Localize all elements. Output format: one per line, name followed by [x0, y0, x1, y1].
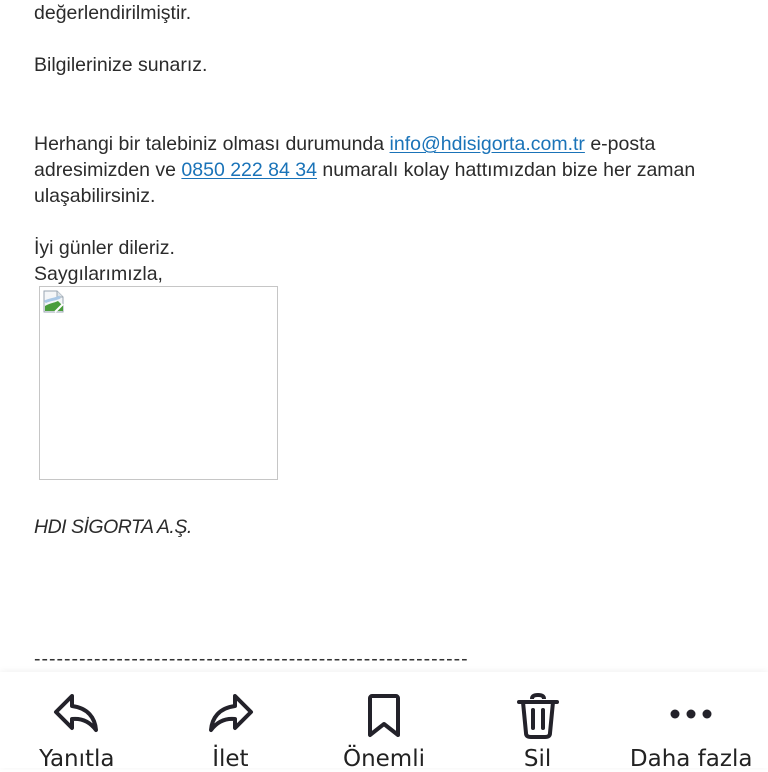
- forward-button[interactable]: [154, 672, 308, 772]
- forward-label: İlet: [212, 746, 249, 772]
- body-text: numaralı kolay hattımızdan bize her zaman: [316, 159, 696, 181]
- body-text-line: değerlendirilmiştir.: [34, 2, 192, 24]
- more-icon: [666, 692, 716, 736]
- more-label: Daha fazla: [629, 746, 753, 772]
- signature-company: HDI SİGORTA A.Ş.: [34, 516, 192, 538]
- broken-image-icon: [42, 290, 66, 314]
- greeting-text: İyi günler dileriz.: [34, 237, 175, 259]
- phone-link[interactable]: 0850 222 84 34: [181, 159, 317, 181]
- contact-line-2: [34, 157, 695, 183]
- broken-image-placeholder: [39, 286, 278, 480]
- bottom-action-toolbar: [0, 672, 768, 772]
- body-text-line: Bilgilerinize sunarız.: [34, 54, 208, 76]
- important-label: Önemli: [342, 746, 425, 772]
- reply-label: Yanıtla: [39, 746, 115, 772]
- delete-button[interactable]: [461, 672, 615, 772]
- trash-icon: [516, 692, 560, 740]
- dashed-divider: ----------------------------------------------------------: [34, 648, 469, 670]
- delete-label: Sil: [523, 746, 552, 772]
- important-button[interactable]: [307, 672, 461, 772]
- closing-text: Saygılarımızla,: [34, 263, 163, 285]
- email-link[interactable]: info@hdisigorta.com.tr: [389, 133, 585, 155]
- contact-line-1: [34, 131, 655, 157]
- reply-icon: [52, 692, 102, 736]
- bookmark-icon: [364, 692, 404, 738]
- body-text: adresimizden ve: [34, 159, 182, 181]
- body-text: Herhangi bir talebiniz olması durumunda: [34, 133, 390, 155]
- body-text-line: ulaşabilirsiniz.: [34, 185, 156, 207]
- forward-icon: [205, 692, 255, 736]
- reply-button[interactable]: [0, 672, 154, 772]
- body-text: e-posta: [584, 133, 656, 155]
- more-button[interactable]: [614, 672, 768, 772]
